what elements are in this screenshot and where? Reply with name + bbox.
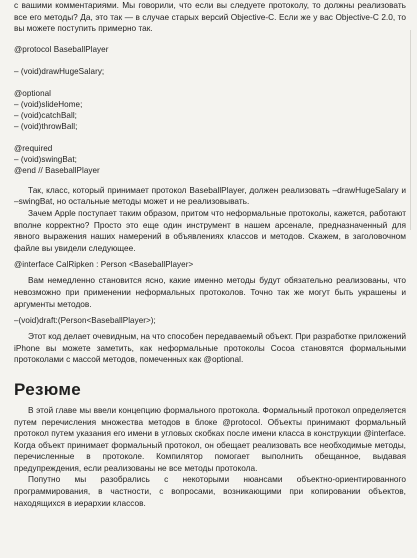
code-line bbox=[14, 132, 406, 143]
paragraph-summary-2: Попутно мы разобрались с некоторыми нюансами объектно-ориентированного программирования, в частности, с вопросами, возникающими при копировании объектов, находящихся в иерархии классов. bbox=[14, 474, 406, 508]
paragraph-clarity: Вам немедленно становится ясно, какие именно методы будут обязательно реализованы, что невозможно при применении неформальных протоколов. Точно так же могут быть украшены и аргументы методов. bbox=[14, 275, 406, 309]
paragraph-required-methods: Так, класс, который принимает протокол BaseballPlayer, должен реализовать –drawHugeSalary и –swingBat, но остальные методы может и не реализовывать. bbox=[14, 184, 406, 207]
section-heading-summary: Резюме bbox=[14, 379, 81, 399]
book-page bbox=[14, 0, 406, 509]
code-line: – (void)swingBat; bbox=[14, 154, 77, 164]
paragraph-iphone: Этот код делает очевидным, на что способен передаваемый объект. При разработке приложений iPhone вы можете заметить, как неформальные протоколы Cocoa становятся формальными протоколами с массой методов, помеченных как @optional. bbox=[14, 331, 406, 365]
code-line: – (void)slideHome; bbox=[14, 99, 83, 109]
code-line bbox=[14, 55, 406, 66]
paragraph-intro: с вашими комментариями. Мы говорили, что если вы следуете протоколу, то должны реализовать все его методы? Да, это так — в случае старых версий Objective-C. Если же у вас Objective-C 2.0, то вы можете поступить примерно так. bbox=[14, 0, 406, 34]
code-line: – (void)throwBall; bbox=[14, 121, 78, 131]
code-line-draft: –(void)draft:(Person<BaseballPlayer>); bbox=[14, 316, 156, 326]
code-line: @required bbox=[14, 143, 53, 153]
code-line: @optional bbox=[14, 88, 52, 98]
code-line-interface: @interface CalRipken : Person <BaseballPlayer> bbox=[14, 260, 194, 270]
code-line: – (void)drawHugeSalary; bbox=[14, 66, 105, 76]
page-edge-shadow bbox=[410, 30, 411, 230]
code-line bbox=[14, 77, 406, 88]
code-line: @protocol BaseballPlayer bbox=[14, 44, 109, 54]
paragraph-summary-1: В этой главе мы ввели концепцию формального протокола. Формальный протокол определяется путем перечисления множества методов в блоке @protocol. Объекты принимают формальный протокол путем указания его имени в угловых скобках после имени класса в конструкции @interface. Когда объект принимает формальный протокол, он обещает реализовать все необходимые методы, перечисленные в протоколе. Компилятор помогает выполнить обещанное, выдавая предупреждения, если реализованы не все методы протокола. bbox=[14, 404, 406, 473]
code-line: @end // BaseballPlayer bbox=[14, 165, 100, 175]
code-block-protocol bbox=[14, 44, 406, 176]
code-line: – (void)catchBall; bbox=[14, 110, 77, 120]
paragraph-why-apple: Зачем Apple поступает таким образом, притом что неформальные протоколы, кажется, работают вполне корректно? Просто это еще один инструмент в нашем арсенале, предназначенный для явного выражения наших намерений в объявлениях классов и методов. Скажем, в заголовочном файле вы увидели следующее. bbox=[14, 207, 406, 253]
